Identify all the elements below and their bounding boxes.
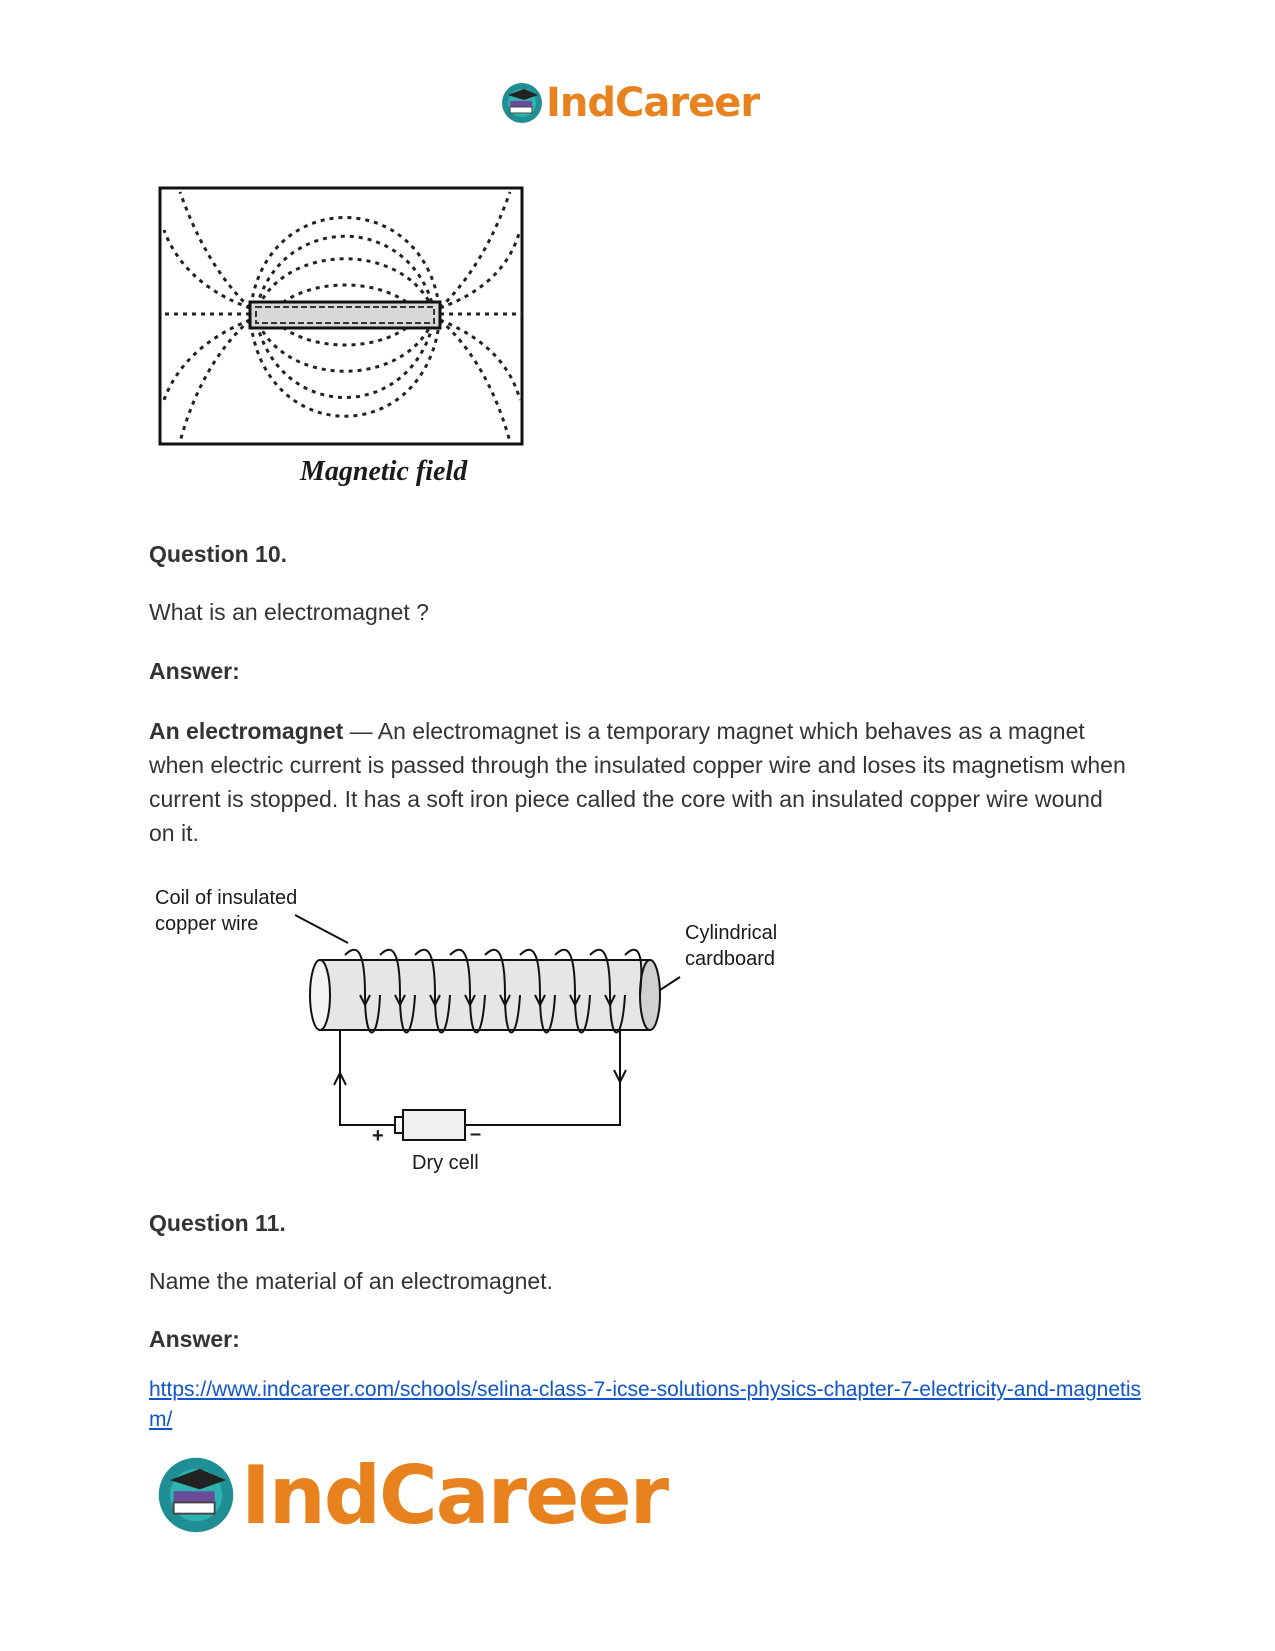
source-link[interactable]: https://www.indcareer.com/schools/selina-class-7-icse-solutions-physics-chapter-7-electricity-and-magnetism/: [149, 1378, 1142, 1431]
plus-terminal-label: +: [372, 1125, 384, 1147]
answer-body: — An electromagnet is a temporary magnet which behaves as a magnet when electric current is passed through the insulated copper wire and loses its magnetism when current is stopped. It has a soft iron piece called the core with an insulated copper wire wound on it.: [149, 718, 1126, 846]
coil-label-line-2: copper wire: [155, 913, 259, 935]
cylinder-label: [685, 920, 777, 972]
electromagnet-figure: [150, 885, 790, 1185]
footer-logo-text: IndCareer: [241, 1448, 668, 1542]
dry-cell-label: Dry cell: [412, 1152, 479, 1174]
coil-label: [155, 885, 297, 937]
footer-logo: [155, 1450, 667, 1540]
cylinder-label-line-2: cardboard: [685, 948, 776, 970]
magnetic-field-diagram: [150, 180, 530, 460]
coil-label-line-1: Coil of insulated: [155, 887, 298, 909]
question-10-answer-label: Answer:: [149, 658, 240, 684]
magnetic-field-figure: [150, 180, 530, 500]
question-11-answer-label: Answer:: [149, 1326, 240, 1352]
header-logo: [500, 78, 759, 128]
cylinder-label-line-1: Cylindrical: [685, 922, 778, 944]
logo-emblem-icon: [500, 81, 544, 125]
minus-terminal-label: –: [470, 1123, 482, 1145]
footer-logo-emblem-icon: [155, 1454, 237, 1536]
question-11-text: Name the material of an electromagnet.: [149, 1268, 553, 1294]
magnetic-field-caption: Magnetic field: [300, 456, 468, 487]
question-11-title: Question 11.: [149, 1210, 286, 1236]
question-10-title: Question 10.: [149, 541, 288, 567]
question-10-answer: [149, 714, 1129, 850]
question-10-text: What is an electromagnet ?: [149, 599, 429, 625]
answer-term: An electromagnet: [149, 718, 344, 744]
header-logo-text: IndCareer: [546, 80, 760, 126]
